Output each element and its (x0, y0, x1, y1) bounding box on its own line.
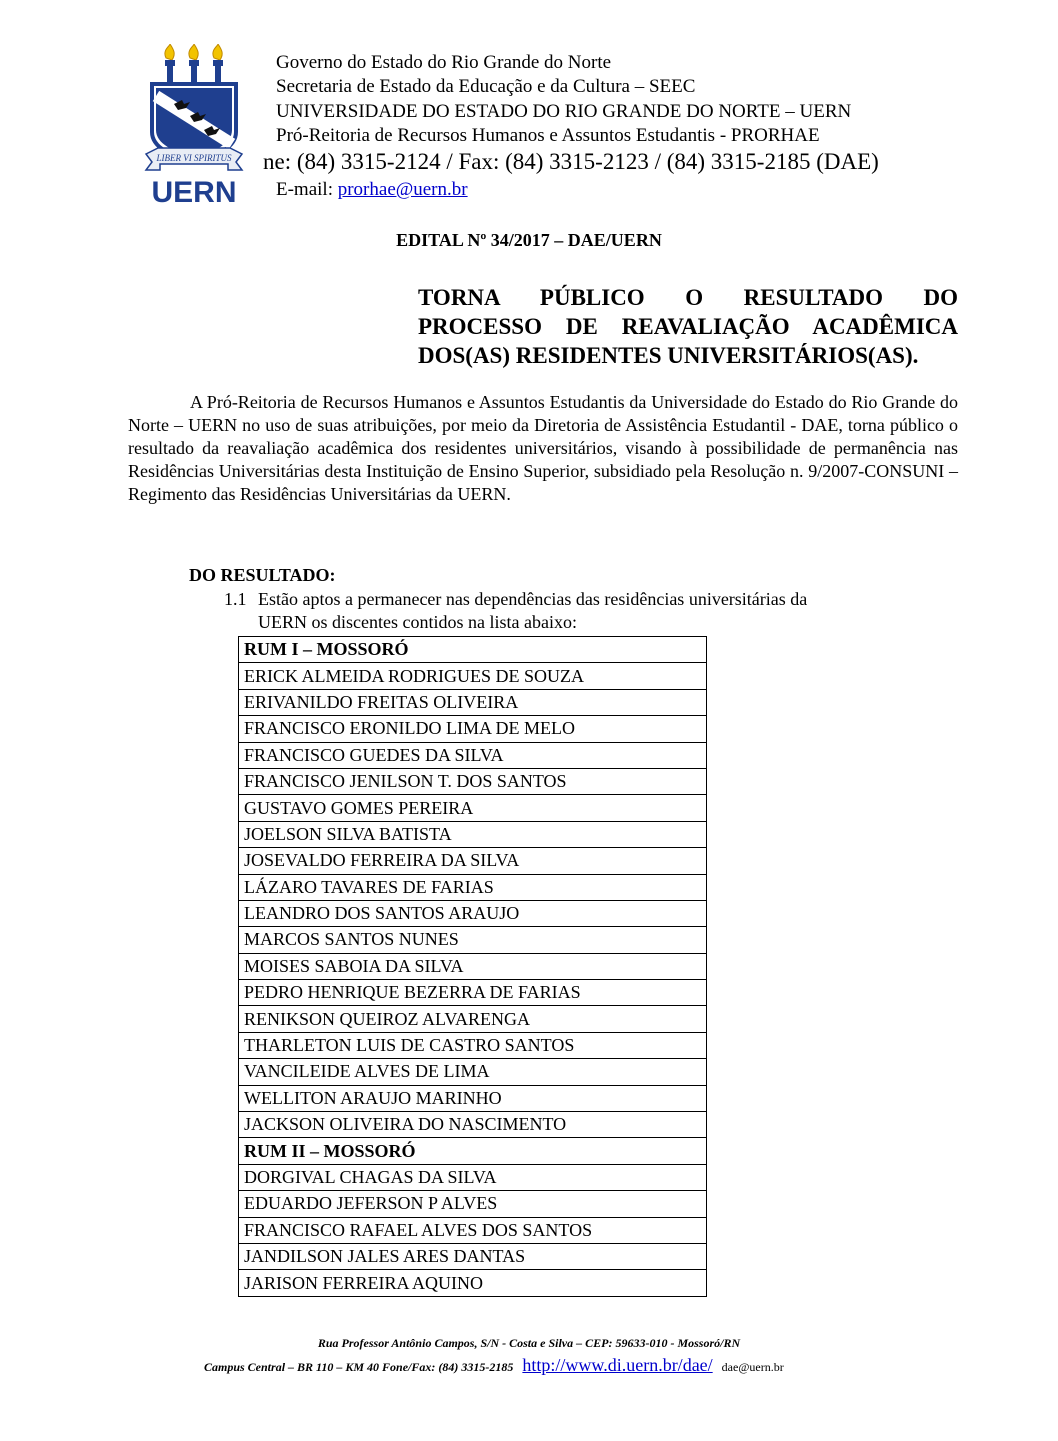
table-row (239, 1059, 707, 1085)
header-line-government: Governo do Estado do Rio Grande do Norte (276, 52, 612, 73)
resident-name-cell: EDUARDO JEFERSON P ALVES (239, 1191, 707, 1217)
title-line-1: TORNA PÚBLICO O RESULTADO DO (418, 285, 958, 310)
title-line-3: DOS(AS) RESIDENTES UNIVERSITÁRIOS(AS). (418, 343, 919, 368)
resident-name-cell: JANDILSON JALES ARES DANTAS (239, 1243, 707, 1269)
table-row (239, 768, 707, 794)
table-row (239, 1006, 707, 1032)
item-1-1 (224, 588, 958, 611)
table-row (239, 848, 707, 874)
table-group-row (239, 637, 707, 663)
table-row (239, 742, 707, 768)
email-label: E-mail: (276, 179, 338, 200)
resident-name-cell: ERIVANILDO FREITAS OLIVEIRA (239, 689, 707, 715)
header-line-prorhae: Pró-Reitoria de Recursos Humanos e Assuntos Estudantis - PRORHAE (276, 125, 820, 146)
resident-name-cell: LÁZARO TAVARES DE FARIAS (239, 874, 707, 900)
resident-name-cell: FRANCISCO GUEDES DA SILVA (239, 742, 707, 768)
edital-number: EDITAL Nº 34/2017 – DAE/UERN (396, 230, 662, 250)
table-row (239, 1217, 707, 1243)
document-title (418, 283, 958, 370)
table-row (239, 874, 707, 900)
footer-url-link[interactable]: http://www.di.uern.br/dae/ (522, 1355, 713, 1375)
resident-name-cell: RENIKSON QUEIROZ ALVARENGA (239, 1006, 707, 1032)
resident-name-cell: FRANCISCO JENILSON T. DOS SANTOS (239, 768, 707, 794)
table-row (239, 1164, 707, 1190)
resident-name-cell: FRANCISCO RAFAEL ALVES DOS SANTOS (239, 1217, 707, 1243)
resident-name-cell: MOISES SABOIA DA SILVA (239, 953, 707, 979)
table-row (239, 900, 707, 926)
resident-name-cell: ERICK ALMEIDA RODRIGUES DE SOUZA (239, 663, 707, 689)
resident-name-cell: DORGIVAL CHAGAS DA SILVA (239, 1164, 707, 1190)
resident-name-cell: GUSTAVO GOMES PEREIRA (239, 795, 707, 821)
header-phone: ne: (84) 3315-2124 / Fax: (84) 3315-2123 / (84) 3315-2185 (DAE) (263, 149, 879, 174)
item-text-line2: UERN os discentes contidos na lista abaixo: (258, 612, 577, 632)
header-line-secretariat: Secretaria de Estado da Educação e da Cultura – SEEC (276, 76, 696, 97)
group-header-cell: RUM II – MOSSORÓ (239, 1138, 707, 1164)
resident-name-cell: VANCILEIDE ALVES DE LIMA (239, 1059, 707, 1085)
resident-name-cell: MARCOS SANTOS NUNES (239, 927, 707, 953)
section-title: DO RESULTADO: (189, 565, 336, 585)
table-row (239, 689, 707, 715)
email-link[interactable]: prorhae@uern.br (337, 179, 468, 200)
resident-name-cell: PEDRO HENRIQUE BEZERRA DE FARIAS (239, 980, 707, 1006)
table-row (239, 663, 707, 689)
table-row (239, 1270, 707, 1296)
table-row (239, 1085, 707, 1111)
resident-name-cell: JOSEVALDO FERREIRA DA SILVA (239, 848, 707, 874)
table-row (239, 953, 707, 979)
table-group-row (239, 1138, 707, 1164)
footer-campus: Campus Central – BR 110 – KM 40 Fone/Fax: (84) 3315-2185 (204, 1360, 514, 1374)
footer-contact (204, 1355, 784, 1376)
resident-name-cell: JOELSON SILVA BATISTA (239, 821, 707, 847)
table-row (239, 980, 707, 1006)
footer-address: Rua Professor Antônio Campos, S/N - Costa e Silva – CEP: 59633-010 - Mossoró/RN (317, 1336, 741, 1350)
header-email-line (276, 178, 468, 202)
resident-name-cell: JACKSON OLIVEIRA DO NASCIMENTO (239, 1112, 707, 1138)
footer-email: dae@uern.br (721, 1360, 784, 1374)
logo-motto: LIBER VI SPIRITUS (156, 153, 232, 163)
group-header-cell: RUM I – MOSSORÓ (239, 637, 707, 663)
table-row (239, 795, 707, 821)
table-row (239, 1243, 707, 1269)
uern-logo (144, 44, 244, 209)
residents-table (238, 636, 707, 1297)
uern-crest-icon (144, 44, 244, 209)
table-row (239, 821, 707, 847)
resident-name-cell: WELLITON ARAUJO MARINHO (239, 1085, 707, 1111)
resident-name-cell: THARLETON LUIS DE CASTRO SANTOS (239, 1032, 707, 1058)
table-row (239, 1191, 707, 1217)
title-line-2: PROCESSO DE REAVALIAÇÃO ACADÊMICA (418, 314, 958, 339)
table-row (239, 1032, 707, 1058)
torches (165, 44, 223, 84)
table-row (239, 1112, 707, 1138)
resident-name-cell: LEANDRO DOS SANTOS ARAUJO (239, 900, 707, 926)
logo-name: UERN (151, 176, 237, 209)
table-row (239, 716, 707, 742)
table-row (239, 927, 707, 953)
item-text-line1: Estão aptos a permanecer nas dependências das residências universitárias da (258, 589, 808, 609)
item-number: 1.1 (224, 589, 247, 609)
intro-paragraph (128, 391, 958, 506)
resident-name-cell: FRANCISCO ERONILDO LIMA DE MELO (239, 716, 707, 742)
intro-text: A Pró-Reitoria de Recursos Humanos e Assuntos Estudantis da Universidade do Estado do Rio Grande do Norte – UERN no uso de suas atribuições, por meio da Diretoria de Assistência Estudantil - DAE, torna público o resultado da reavaliação acadêmica dos residentes universitários, visando à possibilidade de permanência nas Residências Universitárias desta Instituição de Ensino Superior, subsidiado pela Resolução n. 9/2007-CONSUNI – Regimento das Residências Universitárias da UERN. (128, 392, 958, 504)
header-line-university: UNIVERSIDADE DO ESTADO DO RIO GRANDE DO NORTE – UERN (276, 101, 852, 122)
resident-name-cell: JARISON FERREIRA AQUINO (239, 1270, 707, 1296)
